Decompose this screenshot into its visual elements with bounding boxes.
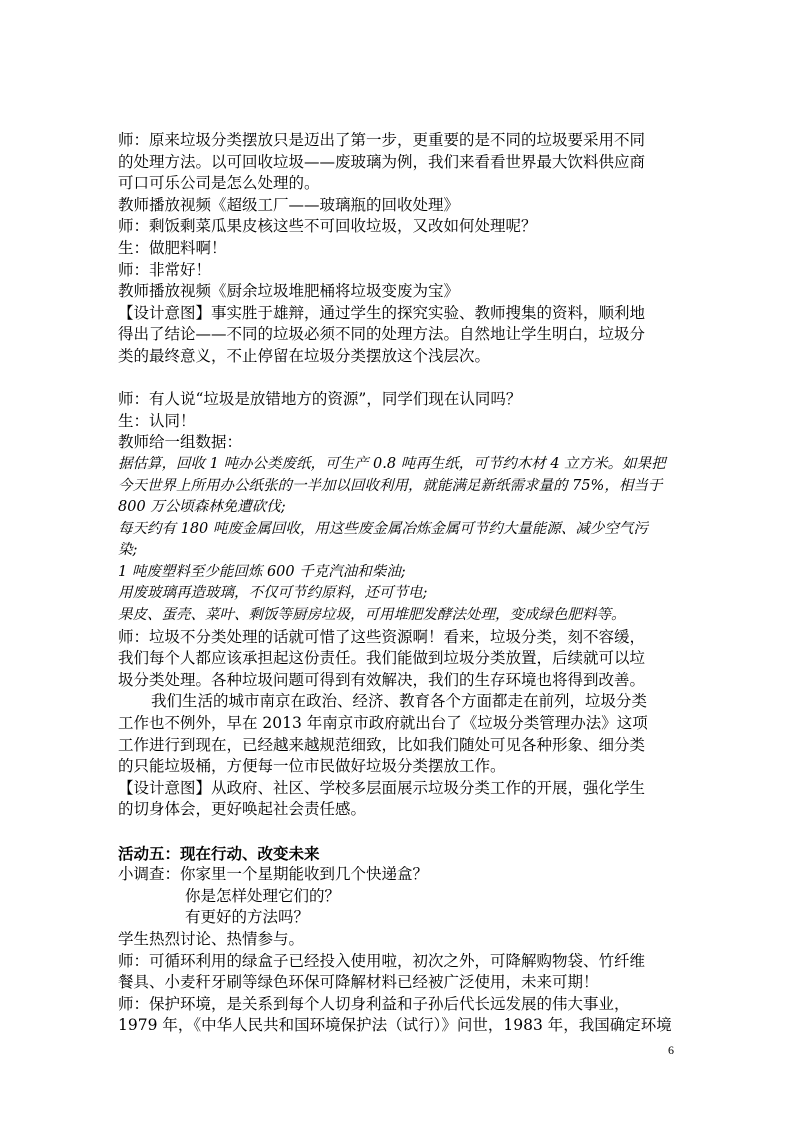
survey-block [118, 864, 678, 929]
section-heading: 活动五：现在行动、改变未来 [118, 843, 320, 863]
text-line: 生：认同！ [118, 411, 196, 430]
survey-question: 小调查：你家里一个星期能收到几个快递盒？ [118, 865, 429, 884]
text-line: 师：可循环利用的绿盒子已经投入使用啦，初次之外，可降解购物袋、竹纤维 [118, 951, 646, 970]
text-line: 师：垃圾不分类处理的话就可惜了这些资源啊！看来，垃圾分类，刻不容缓， [118, 627, 646, 646]
text-line: 教师给一组数据： [118, 433, 243, 452]
data-quote-block [118, 454, 678, 627]
italic-line: 今天世界上所用办公纸张的一半加以回收利用，就能满足新纸需求量的 75%，相当于 [118, 477, 663, 494]
italic-line: 据估算，回收 1 吨办公类废纸，可生产 0.8 吨再生纸，可节约木材 4 立方米。如果把 [118, 455, 666, 472]
document-body [118, 130, 678, 1037]
text-line: 教师播放视频《超级工厂——玻璃瓶的回收处理》 [118, 195, 460, 214]
text-line: 我们每个人都应该承担起这份责任。我们能做到垃圾分类放置，后续就可以垃 [118, 649, 646, 668]
text-block-1 [118, 130, 678, 368]
text-block-4 [118, 713, 678, 821]
blank-line [118, 821, 678, 843]
text-line: 教师播放视频《厨余垃圾堆肥桶将垃圾变废为宝》 [118, 282, 460, 301]
italic-line: 果皮、蛋壳、菜叶、剩饭等厨房垃圾，可用堆肥发酵法处理，变成绿色肥料等。 [118, 607, 626, 624]
text-line: 1979 年，《中华人民共和国环境保护法（试行）》问世，1983 年，我国确定环境 [118, 1016, 672, 1035]
text-block-5 [118, 929, 678, 1037]
text-line: 师：非常好！ [118, 260, 212, 279]
indented-paragraph-start: 我们生活的城市南京在政治、经济、教育各个方面都走在前列，垃圾分类 [151, 692, 648, 711]
text-line: 师：有人说“垃圾是放错地方的资源”，同学们现在认同吗？ [118, 390, 522, 409]
text-block-3 [118, 627, 678, 713]
italic-line: 800 万公顷森林免遭砍伐; [118, 499, 286, 516]
text-line: 学生热烈讨论、热情参与。 [118, 929, 305, 948]
text-line: 师：保护环境，是关系到每个人切身利益和子孙后代长远发展的伟大事业， [118, 994, 630, 1013]
blank-line [118, 368, 678, 390]
page-number: 6 [668, 1043, 674, 1057]
survey-question: 有更好的方法吗？ [185, 908, 310, 927]
italic-line: 染; [118, 542, 138, 559]
text-line: 的处理方法。以可回收垃圾——废玻璃为例，我们来看看世界最大饮料供应商 [118, 152, 646, 171]
text-line: 师：原来垃圾分类摆放只是迈出了第一步，更重要的是不同的垃圾要采用不同 [118, 131, 646, 149]
text-line: 的只能垃圾桶，方便每一位市民做好垃圾分类摆放工作。 [118, 757, 506, 776]
text-block-2 [118, 389, 678, 454]
text-line: 可口可乐公司是怎么处理的。 [118, 174, 320, 193]
text-line: 师：剩饭剩菜瓜果皮核这些不可回收垃圾，又改如何处理呢？ [118, 217, 537, 236]
text-line: 工作进行到现在，已经越来越规范细致，比如我们随处可见各种形象、细分类 [118, 735, 646, 754]
italic-line: 用废玻璃再造玻璃，不仅可节约原料，还可节电; [118, 585, 428, 602]
text-line: 圾分类处理。各种垃圾问题可得到有效解决，我们的生存环境也将得到改善。 [118, 670, 646, 689]
design-intent-line: 【设计意图】从政府、社区、学校多层面展示垃圾分类工作的开展，强化学生 [118, 778, 646, 797]
design-intent-line: 的切身体会，更好唤起社会责任感。 [118, 800, 367, 819]
italic-line: 每天约有 180 吨废金属回收，用这些废金属冶炼金属可节约大量能源、减少空气污 [118, 520, 648, 537]
text-line: 生：做肥料啊！ [118, 238, 227, 257]
text-line: 工作也不例外，早在 2013 年南京市政府就出台了《垃圾分类管理办法》这项 [118, 714, 648, 733]
design-intent-line: 类的最终意义，不止停留在垃圾分类摆放这个浅层次。 [118, 346, 491, 365]
design-intent-line: 【设计意图】事实胜于雄辩，通过学生的探究实验、教师搜集的资料，顺利地 [118, 303, 646, 322]
italic-line: 1 吨废塑料至少能回炼 600 千克汽油和柴油; [118, 563, 406, 580]
design-intent-line: 得出了结论——不同的垃圾必须不同的处理方法。自然地让学生明白，垃圾分 [118, 325, 646, 344]
survey-question: 你是怎样处理它们的？ [185, 886, 341, 905]
text-line: 餐具、小麦秆牙刷等绿色环保可降解材料已经被广泛使用，未来可期！ [118, 973, 599, 992]
